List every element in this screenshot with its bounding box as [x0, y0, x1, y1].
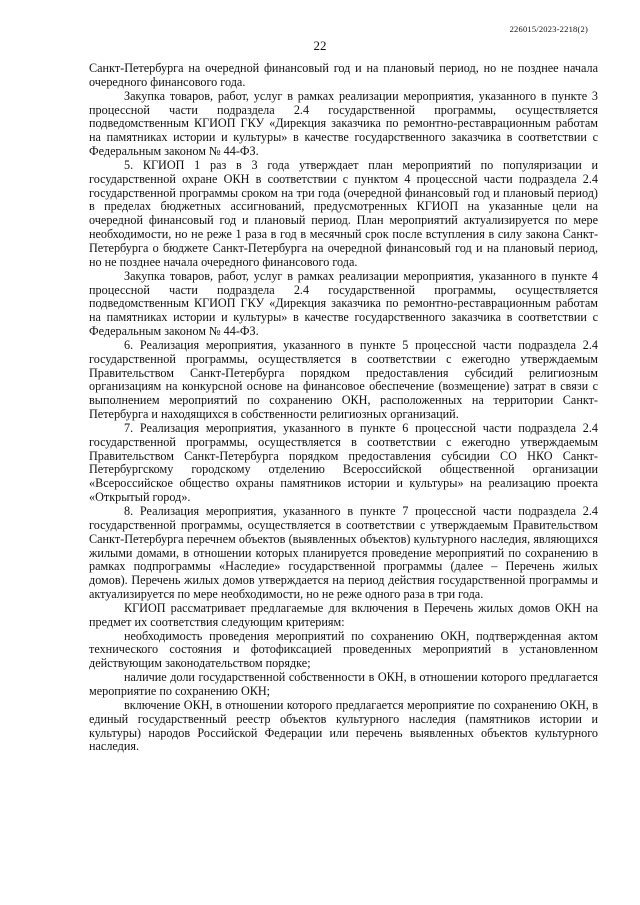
paragraph: Санкт-Петербурга на очередной финансовый год и на плановый период, но не позднее начала очередного финансового года. [89, 61, 598, 89]
paragraph: 7. Реализация мероприятия, указанного в пункте 6 процессной части подраздела 2.4 государственной программы, осуществляется в соответствии с ежегодно утверждаемым Правительством Санкт-Петербурга порядком предоставления субсидии СО НКО Санкт-Петербургскому городскому отделению Всероссийской общественной организации «Всероссийское общество охраны памятников истории и культуры» на реализацию проекта «Открытый город». [89, 420, 598, 505]
paragraph: 8. Реализация мероприятия, указанного в пункте 7 процессной части подраздела 2.4 государственной программы, осуществляется в соответствии с утверждаемым Правительством Санкт-Петербурга перечнем объектов (выявленных объектов) культурного наследия, являющихся жилыми домами, в отношении которых планируется проведение мероприятий по сохранению в рамках подпрограммы «Наследие» государственной программы (далее – Перечень жилых домов). Перечень жилых домов утверждается на период действия государственной программы и актуализируется по мере необходимости, но не реже одного раза в три года. [89, 504, 598, 602]
paragraph: КГИОП рассматривает предлагаемые для включения в Перечень жилых домов ОКН на предмет их соответствия следующим критериям: [89, 600, 598, 629]
paragraph: Закупка товаров, работ, услуг в рамках реализации мероприятия, указанного в пункте 3 процессной части подраздела 2.4 государственной программы, осуществляется подведомственным КГИОП ГКУ «Дирекция заказчика по ремонтно-реставрационным работам на памятниках истории и культуры» в качестве государственного заказчика в соответствии с Федеральным законом № 44-ФЗ. [89, 88, 598, 159]
paragraph: наличие доли государственной собственности в ОКН, в отношении которого предлагается мероприятие по сохранению ОКН; [89, 670, 598, 698]
paragraph: 6. Реализация мероприятия, указанного в пункте 5 процессной части подраздела 2.4 государственной программы, осуществляется в соответствии с ежегодно утверждаемым Правительством Санкт-Петербурга порядком предоставления субсидий религиозным организациям на конкурсной основе на финансовое обеспечение (возмещение) затрат в связи с выполнением мероприятий по сохранению ОКН, расположенных на территории Санкт-Петербурга и находящихся в собственности религиозных организаций. [89, 337, 598, 422]
page-number: 22 [313, 38, 327, 53]
document-body [89, 62, 598, 754]
paragraph: включение ОКН, в отношении которого предлагается мероприятие по сохранению ОКН, в единый государственный реестр объектов культурного наследия (памятников истории и культуры) народов Российской Федерации или перечень выявленных объектов культурного наследия. [89, 697, 598, 754]
paragraph: Закупка товаров, работ, услуг в рамках реализации мероприятия, указанного в пункте 4 процессной части подраздела 2.4 государственной программы, осуществляется подведомственным КГИОП ГКУ «Дирекция заказчика по ремонтно-реставрационным работам на памятниках истории и культуры» в качестве государственного заказчика в соответствии с Федеральным законом № 44-ФЗ. [89, 268, 598, 339]
paragraph: 5. КГИОП 1 раз в 3 года утверждает план мероприятий по популяризации и государственной охране ОКН в соответствии с пунктом 4 процессной части подраздела 2.4 государственной программы сроком на три года (очередной финансовый год и плановый период) в пределах бюджетных ассигнований, предусмотренных КГИОП на указанные цели на очередной финансовый год и плановый период. План мероприятий актуализируется по мере необходимости, но не реже 1 раза в год в месячный срок после вступления в силу закона Санкт-Петербурга о бюджете Санкт-Петербурга на очередной финансовый год и на плановый период, но не позднее начала очередного финансового года. [89, 157, 598, 269]
document-id: 226015/2023-2218(2) [509, 24, 588, 34]
paragraph: необходимость проведения мероприятий по сохранению ОКН, подтвержденная актом технического состояния и фотофиксацией проведенных мероприятий в установленном действующим законодательством порядке; [89, 628, 598, 671]
